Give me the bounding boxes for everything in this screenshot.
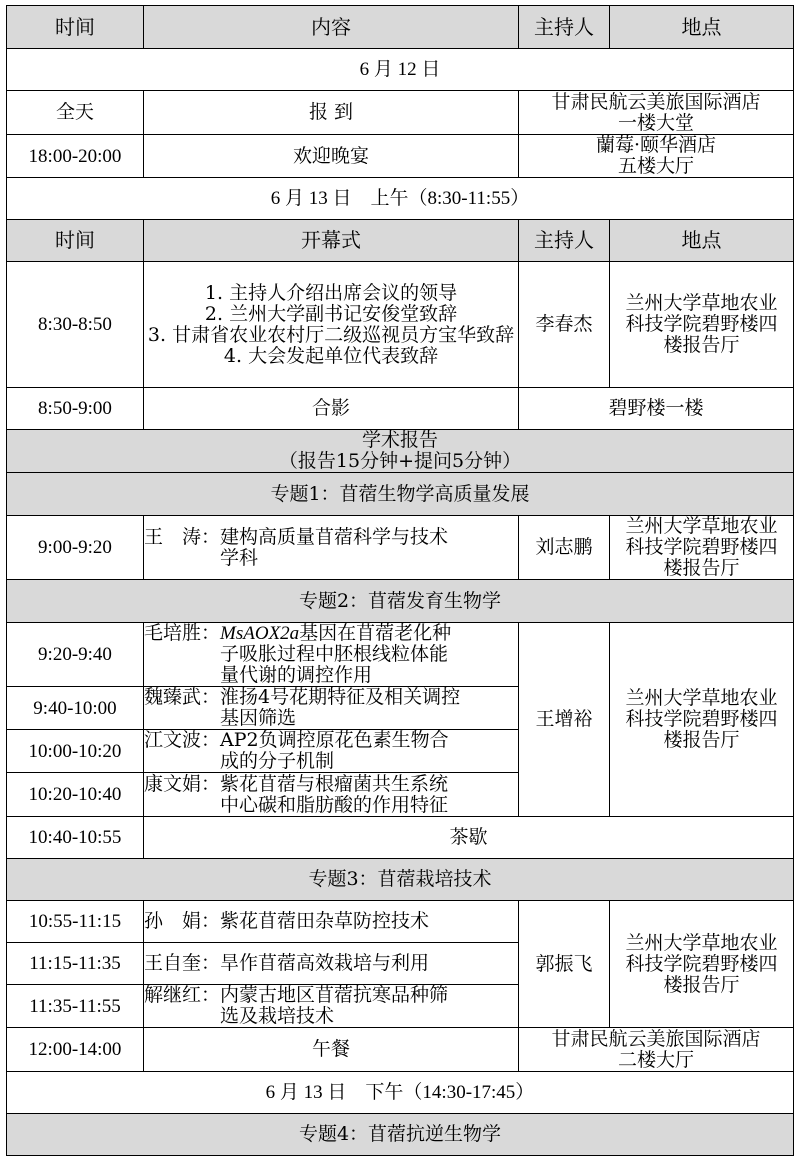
row-time: 9:40-10:00 bbox=[7, 687, 144, 730]
day-title-row bbox=[7, 178, 794, 220]
row-time: 9:00-9:20 bbox=[7, 516, 144, 580]
talk-cell bbox=[144, 901, 519, 943]
row-time: 11:15-11:35 bbox=[7, 943, 144, 985]
row-time: 10:55-11:15 bbox=[7, 901, 144, 943]
talk-row bbox=[7, 516, 794, 580]
header-host: 主持人 bbox=[519, 6, 610, 49]
talk-title-line: 紫花苜蓿与根瘤菌共生系统 bbox=[220, 772, 449, 795]
row-venue bbox=[610, 901, 794, 1028]
talk-title-line: 基因在苜蓿老化种 bbox=[299, 622, 452, 644]
opening-header-row bbox=[7, 220, 794, 262]
row-time: 10:40-10:55 bbox=[7, 817, 144, 859]
row-venue bbox=[610, 262, 794, 388]
opening-header-time: 时间 bbox=[7, 220, 144, 262]
talk-title-line: 选及栽培技术 bbox=[220, 1005, 335, 1027]
talk-cell bbox=[144, 516, 519, 580]
list-item: 1. 主持人介绍出席会议的领导 bbox=[204, 281, 458, 304]
academic-line: 学术报告 bbox=[361, 429, 438, 451]
talk-cell bbox=[144, 730, 519, 773]
venue-line: 一楼大堂 bbox=[617, 111, 694, 134]
header-content: 内容 bbox=[144, 6, 519, 49]
row-content: 合影 bbox=[144, 388, 519, 430]
row-venue bbox=[519, 1028, 794, 1072]
row-content: 欢迎晚宴 bbox=[144, 135, 519, 178]
row-time: 9:20-9:40 bbox=[7, 623, 144, 687]
topic-row bbox=[7, 580, 794, 623]
talk-title-line: 旱作苜蓿高效栽培与利用 bbox=[220, 952, 430, 974]
venue-line: 楼报告厅 bbox=[663, 973, 740, 996]
talk-title-line: 中心碳和脂肪酸的作用特征 bbox=[220, 793, 449, 816]
talk-row bbox=[7, 901, 794, 943]
topic1-title: 专题1：苜蓿生物学高质量发展 bbox=[7, 473, 794, 516]
schedule-table bbox=[6, 5, 794, 1156]
talk-title-line: 成的分子机制 bbox=[220, 750, 335, 772]
row-content: 午餐 bbox=[144, 1028, 519, 1072]
talk-cell bbox=[144, 687, 519, 730]
day-title-row bbox=[7, 49, 794, 91]
talk-title-line: 内蒙古地区苜蓿抗寒品种筛 bbox=[220, 984, 449, 1006]
talk-row bbox=[7, 623, 794, 687]
opening-row bbox=[7, 262, 794, 388]
speaker-name: 毛培胜： bbox=[144, 622, 221, 644]
row-time: 11:35-11:55 bbox=[7, 985, 144, 1028]
speaker-name: 魏臻武： bbox=[144, 686, 221, 708]
talk-title-line: 量代谢的调控作用 bbox=[220, 664, 373, 686]
row-time: 10:20-10:40 bbox=[7, 773, 144, 817]
row-venue: 碧野楼一楼 bbox=[519, 388, 794, 430]
venue-line: 兰州大学草地农业 bbox=[625, 292, 778, 314]
header-time: 时间 bbox=[7, 6, 144, 49]
talk-cell bbox=[144, 773, 519, 817]
venue-line: 甘肃民航云美旅国际酒店 bbox=[551, 90, 761, 113]
row-time: 12:00-14:00 bbox=[7, 1028, 144, 1072]
row-venue bbox=[610, 623, 794, 817]
talk-title-line: 子吸胀过程中胚根线粒体能 bbox=[220, 643, 449, 665]
topic4-title: 专题4：苜蓿抗逆生物学 bbox=[7, 1114, 794, 1156]
speaker-name: 康文娟： bbox=[144, 772, 221, 795]
row-time: 8:30-8:50 bbox=[7, 262, 144, 388]
table-row bbox=[7, 817, 794, 859]
venue-line: 科技学院碧野楼四 bbox=[625, 313, 778, 335]
opening-items bbox=[144, 262, 519, 388]
speaker-name: 王自奎： bbox=[144, 952, 221, 974]
speaker-name: 王 涛： bbox=[144, 525, 221, 548]
venue-line: 科技学院碧野楼四 bbox=[625, 708, 778, 730]
speaker-name: 孙 娟： bbox=[144, 910, 221, 932]
venue-line: 蘭莓·颐华酒店 bbox=[595, 134, 717, 156]
venue-line: 楼报告厅 bbox=[663, 729, 740, 751]
venue-line: 科技学院碧野楼四 bbox=[625, 952, 778, 975]
talk-cell bbox=[144, 623, 519, 687]
venue-line: 兰州大学草地农业 bbox=[625, 687, 778, 709]
talk-cell bbox=[144, 943, 519, 985]
topic-row bbox=[7, 1114, 794, 1156]
day2-afternoon-title: 6 月 13 日 下午（14:30-17:45） bbox=[7, 1072, 794, 1114]
venue-line: 兰州大学草地农业 bbox=[625, 931, 778, 954]
table-row bbox=[7, 135, 794, 178]
row-venue bbox=[610, 516, 794, 580]
gene-name: MsAOX2a bbox=[220, 623, 300, 644]
venue-line: 兰州大学草地农业 bbox=[625, 515, 778, 537]
row-host: 郭振飞 bbox=[519, 901, 610, 1028]
topic-row bbox=[7, 859, 794, 901]
table-row bbox=[7, 1028, 794, 1072]
list-item: 4. 大会发起单位代表致辞 bbox=[223, 344, 439, 367]
academic-row bbox=[7, 430, 794, 473]
speaker-name: 解继红： bbox=[144, 984, 221, 1006]
row-content: 报 到 bbox=[144, 91, 519, 135]
table-row bbox=[7, 388, 794, 430]
talk-title-line: 建构高质量苜蓿科学与技术 bbox=[220, 525, 449, 548]
row-venue bbox=[519, 135, 794, 178]
talk-title-line: 淮扬4号花期特征及相关调控 bbox=[220, 686, 461, 708]
venue-line: 楼报告厅 bbox=[663, 334, 740, 356]
academic-title bbox=[7, 430, 794, 473]
talk-title-line: 学科 bbox=[220, 546, 259, 569]
day1-title: 6 月 12 日 bbox=[7, 49, 794, 91]
talk-title-line: AP2负调控原花色素生物合 bbox=[220, 729, 449, 751]
topic2-title: 专题2：苜蓿发育生物学 bbox=[7, 580, 794, 623]
row-host: 刘志鹏 bbox=[519, 516, 610, 580]
row-time: 18:00-20:00 bbox=[7, 135, 144, 178]
topic-row bbox=[7, 473, 794, 516]
table-row bbox=[7, 91, 794, 135]
opening-header-host: 主持人 bbox=[519, 220, 610, 262]
list-item: 2. 兰州大学副书记安俊堂致辞 bbox=[204, 302, 458, 325]
row-time: 8:50-9:00 bbox=[7, 388, 144, 430]
topic3-title: 专题3：苜蓿栽培技术 bbox=[7, 859, 794, 901]
row-content: 茶歇 bbox=[144, 817, 794, 859]
talk-title-line: 紫花苜蓿田杂草防控技术 bbox=[220, 910, 430, 932]
row-venue bbox=[519, 91, 794, 135]
venue-line: 五楼大厅 bbox=[617, 155, 694, 177]
row-time: 10:00-10:20 bbox=[7, 730, 144, 773]
venue-line: 科技学院碧野楼四 bbox=[625, 536, 778, 558]
venue-line: 甘肃民航云美旅国际酒店 bbox=[551, 1027, 761, 1050]
venue-line: 二楼大厅 bbox=[617, 1048, 694, 1071]
row-host: 王增裕 bbox=[519, 623, 610, 817]
header-row bbox=[7, 6, 794, 49]
academic-line: （报告15分钟+提问5分钟） bbox=[278, 450, 522, 472]
header-venue: 地点 bbox=[610, 6, 794, 49]
day-title-row bbox=[7, 1072, 794, 1114]
talk-title-line: 基因筛选 bbox=[220, 707, 297, 729]
opening-header-content: 开幕式 bbox=[144, 220, 519, 262]
row-time: 全天 bbox=[7, 91, 144, 135]
speaker-name: 江文波： bbox=[144, 729, 221, 751]
row-host: 李春杰 bbox=[519, 262, 610, 388]
day2-morning-title: 6 月 13 日 上午（8:30-11:55） bbox=[7, 178, 794, 220]
talk-cell bbox=[144, 985, 519, 1028]
venue-line: 楼报告厅 bbox=[663, 557, 740, 579]
opening-header-venue: 地点 bbox=[610, 220, 794, 262]
list-item: 3. 甘肃省农业农村厅二级巡视员方宝华致辞 bbox=[147, 323, 515, 346]
